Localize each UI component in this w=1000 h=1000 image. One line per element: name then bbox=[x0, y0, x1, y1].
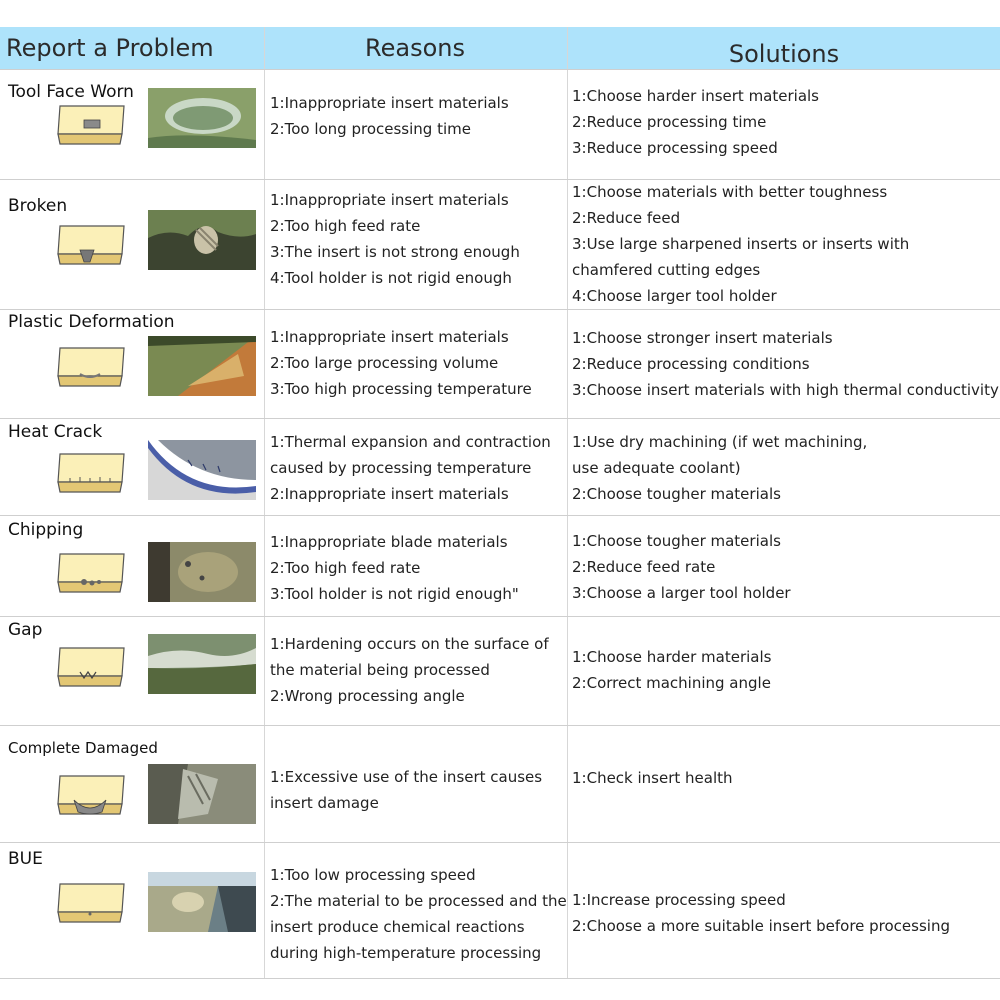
solutions-cell bbox=[572, 325, 1000, 403]
solution-item: 2:Correct machining angle bbox=[572, 674, 771, 692]
reasons-cell bbox=[270, 187, 566, 291]
column-divider bbox=[567, 27, 568, 979]
solution-item: 3:Reduce processing speed bbox=[572, 139, 778, 157]
broken-insert-icon bbox=[50, 220, 130, 268]
row-divider bbox=[0, 418, 1000, 419]
solutions-cell bbox=[572, 179, 1000, 309]
row-divider bbox=[0, 69, 1000, 70]
column-divider bbox=[264, 27, 265, 979]
damaged-insert-icon bbox=[50, 770, 130, 818]
solution-item: 3:Use large sharpened inserts or inserts with bbox=[572, 235, 910, 253]
reasons-cell bbox=[270, 631, 566, 709]
reason-item: 2:Too large processing volume bbox=[270, 354, 499, 372]
solution-item: 2:Reduce processing time bbox=[572, 113, 767, 131]
row-divider bbox=[0, 725, 1000, 726]
reason-item: the material being processed bbox=[270, 661, 490, 679]
solution-item: 4:Choose larger tool holder bbox=[572, 287, 777, 305]
problem-name: Plastic Deformation bbox=[8, 312, 175, 332]
reason-item: 2:Inappropriate insert materials bbox=[270, 485, 509, 503]
reason-item: insert damage bbox=[270, 794, 379, 812]
problem-name: Tool Face Worn bbox=[8, 82, 134, 102]
reason-item: 3:Tool holder is not rigid enough" bbox=[270, 585, 519, 603]
solution-item: 2:Choose a more suitable insert before processing bbox=[572, 917, 950, 935]
solution-item: 3:Choose insert materials with high thermal conductivity bbox=[572, 381, 999, 399]
bue-insert-icon bbox=[50, 878, 130, 926]
reasons-cell bbox=[270, 862, 566, 966]
solutions-cell bbox=[572, 765, 1000, 791]
reason-item: 2:Too high feed rate bbox=[270, 559, 421, 577]
reason-item: 1:Too low processing speed bbox=[270, 866, 476, 884]
header-problem: Report a Problem bbox=[6, 34, 214, 62]
header-solutions: Solutions bbox=[728, 40, 840, 68]
solutions-cell bbox=[572, 83, 1000, 161]
gap-insert-icon bbox=[50, 642, 130, 690]
problem-name: Heat Crack bbox=[8, 422, 103, 442]
reason-item: 1:Thermal expansion and contraction bbox=[270, 433, 551, 451]
reason-item: 2:Too long processing time bbox=[270, 120, 471, 138]
solution-item: 1:Choose tougher materials bbox=[572, 532, 781, 550]
chipping-photo bbox=[148, 542, 256, 602]
solution-item: 3:Choose a larger tool holder bbox=[572, 584, 791, 602]
problem-name: BUE bbox=[8, 849, 43, 869]
solution-item: 1:Choose harder materials bbox=[572, 648, 772, 666]
row-divider bbox=[0, 616, 1000, 617]
solution-item: 1:Choose harder insert materials bbox=[572, 87, 819, 105]
reason-item: 1:Inappropriate insert materials bbox=[270, 191, 509, 209]
chipping-insert-icon bbox=[50, 548, 130, 596]
reason-item: during high-temperature processing bbox=[270, 944, 542, 962]
problem-name: Broken bbox=[8, 196, 68, 216]
row-divider bbox=[0, 515, 1000, 516]
row-divider bbox=[0, 309, 1000, 310]
problem-name: Gap bbox=[8, 620, 43, 640]
solution-item: 1:Choose stronger insert materials bbox=[572, 329, 833, 347]
reason-item: caused by processing temperature bbox=[270, 459, 532, 477]
reason-item: 4:Tool holder is not rigid enough bbox=[270, 269, 512, 287]
complete-damaged-photo bbox=[148, 764, 256, 824]
solution-item: 1:Increase processing speed bbox=[572, 891, 786, 909]
solution-item: 2:Choose tougher materials bbox=[572, 485, 781, 503]
tool-face-worn-photo bbox=[148, 88, 256, 148]
plastic-deformation-photo bbox=[148, 336, 256, 396]
table-header bbox=[0, 27, 1000, 69]
reasons-cell bbox=[270, 324, 566, 402]
solution-item: 1:Check insert health bbox=[572, 769, 733, 787]
worn-insert-icon bbox=[50, 100, 130, 148]
reason-item: 1:Inappropriate insert materials bbox=[270, 328, 509, 346]
solution-item: chamfered cutting edges bbox=[572, 261, 761, 279]
solutions-cell bbox=[572, 528, 1000, 606]
bue-photo bbox=[148, 872, 256, 932]
reason-item: 1:Inappropriate blade materials bbox=[270, 533, 508, 551]
reason-item: 2:The material to be processed and the bbox=[270, 892, 567, 910]
problem-name: Complete Damaged bbox=[8, 739, 158, 757]
broken-photo bbox=[148, 210, 256, 270]
row-divider bbox=[0, 842, 1000, 843]
header-reasons: Reasons bbox=[365, 34, 465, 62]
reasons-cell bbox=[270, 764, 566, 816]
solutions-cell bbox=[572, 644, 1000, 696]
solution-item: 2:Reduce processing conditions bbox=[572, 355, 810, 373]
reason-item: insert produce chemical reactions bbox=[270, 918, 525, 936]
reason-item: 2:Wrong processing angle bbox=[270, 687, 465, 705]
solutions-cell bbox=[572, 887, 1000, 939]
reason-item: 1:Inappropriate insert materials bbox=[270, 94, 509, 112]
heat-crack-insert-icon bbox=[50, 448, 130, 496]
reason-item: 3:The insert is not strong enough bbox=[270, 243, 520, 261]
reason-item: 1:Hardening occurs on the surface of bbox=[270, 635, 549, 653]
reason-item: 1:Excessive use of the insert causes bbox=[270, 768, 543, 786]
solution-item: 1:Use dry machining (if wet machining, bbox=[572, 433, 868, 451]
solution-item: 2:Reduce feed bbox=[572, 209, 681, 227]
solution-item: use adequate coolant) bbox=[572, 459, 741, 477]
solution-item: 1:Choose materials with better toughness bbox=[572, 183, 888, 201]
gap-photo bbox=[148, 634, 256, 694]
row-divider bbox=[0, 978, 1000, 979]
reasons-cell bbox=[270, 90, 566, 142]
solution-item: 2:Reduce feed rate bbox=[572, 558, 716, 576]
problem-name: Chipping bbox=[8, 520, 84, 540]
deformation-insert-icon bbox=[50, 342, 130, 390]
reason-item: 3:Too high processing temperature bbox=[270, 380, 532, 398]
heat-crack-photo bbox=[148, 440, 256, 500]
reason-item: 2:Too high feed rate bbox=[270, 217, 421, 235]
reasons-cell bbox=[270, 529, 566, 607]
reasons-cell bbox=[270, 429, 566, 507]
solutions-cell bbox=[572, 429, 1000, 507]
